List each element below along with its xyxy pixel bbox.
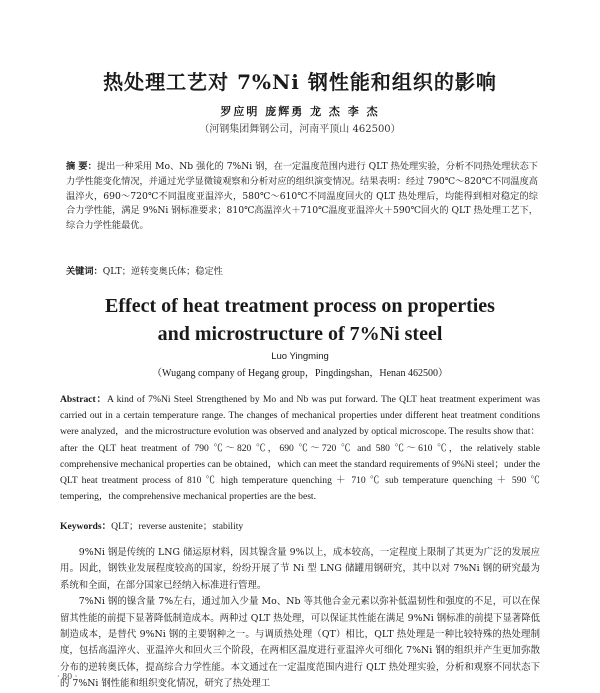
english-title <box>0 292 600 348</box>
chinese-keywords-label: 关键词： <box>66 266 103 277</box>
chinese-abstract-label: 摘 要： <box>66 161 97 172</box>
chinese-abstract-text: 提出一种采用 Mo、Nb 强化的 7%Ni 钢，在一定温度范围内进行 QLT 热处理实验，分析不同热处理状态下力学性能变化情况，并通过光学显微镜观察和分析对应的组织演变情况。结果表明：经过 790℃～820℃不同温度高温淬火，690～720℃不同温度亚温淬火，580℃～610℃不同温度回火的 QLT 热处理后，均能得到相对稳定的综合力学性能，满足 9%Ni 钢标准要求；810℃高温淬火＋710℃温度亚温淬火＋590℃回火的 QLT 热处理工艺下，综合力学性能最优。 <box>66 161 538 232</box>
chinese-keywords-text: QLT；逆转变奥氏体；稳定性 <box>102 266 223 277</box>
chinese-affiliation: （河钢集团舞钢公司，河南平顶山 462500） <box>199 124 401 135</box>
chinese-abstract <box>66 160 538 234</box>
body-paragraph-2: 7%Ni 钢的镍含量 7%左右，通过加入少量 Mo、Nb 等其他合金元素以弥补低温韧性和强度的不足，可以在保留其性能的前提下显著降低制造成本。两种过 QLT 热处理，可以保证其性能在满足 9%Ni 钢标准的前提下显著降低制造成本，是替代 9%Ni 钢的主要钢种之一。与调质热处理（QT）相比，QLT 热处理是一种比较特殊的热处理制度，包括高温淬火、亚温淬火和回火三个阶段，在两相区温度进行亚温淬火可细化 7%Ni 钢的组织并产生更加弥散分布的逆转奥氏体，提高综合力学性能。本文通过在一定温度范围内进行 QLT 热处理实验，分析和观察不同状态下的 7%Ni 钢性能和组织变化情况，研究了热处理工 <box>60 596 540 690</box>
english-author: Luo Yingming <box>271 351 329 362</box>
body-text <box>60 545 540 693</box>
chinese-keywords <box>66 263 223 277</box>
english-keywords-label: Keywords： <box>60 521 112 532</box>
chinese-authors: 罗应明 庞辉勇 龙 杰 李 杰 <box>220 105 380 118</box>
english-abstract-text: A kind of 7%Ni Steel Strengthened by Mo and Nb was put forward. The QLT heat treatment experiment was carried out in a certain temperature range. The changes of mechanical properties under different heat treatment conditions were analyzed，and the microstructure evolution was observed and analyzed by optical microscope. The results show that：after the QLT heat treatment of 790 ℃～820 ℃，690 ℃～720 ℃ and 580 ℃～610 ℃，the relatively stable comprehensive mechanical properties can be obtained，which can meet the standard requirements of 9%Ni steel；under the QLT heat treatment process of 810 ℃ high temperature quenching ＋ 710 ℃ sub temperature quenching ＋ 590 ℃ tempering，the comprehensive mechanical properties are the best. <box>60 394 541 503</box>
body-paragraph-1: 9%Ni 钢是传统的 LNG 储运原材料，因其镍含量 9%以上，成本较高，一定程度上限制了其更为广泛的发展应用。因此，钢铁业发展程度较高的国家，纷纷开展了节 Ni 型 LNG 储罐用钢研究，其中以对 7%Ni 钢的研究最为系统和全面，在部分国家已经纳入标准进行管理。 <box>60 547 540 591</box>
page-number: · 80 · <box>57 672 78 681</box>
english-abstract-label: Abstract： <box>60 394 107 405</box>
english-title-line2: and microstructure of 7%Ni steel <box>157 323 443 345</box>
english-keywords-text: QLT；reverse austenite；stability <box>111 521 244 532</box>
english-affiliation: （Wugang company of Hegang group，Pingdingshan，Henan 462500） <box>152 368 448 379</box>
english-keywords <box>60 518 243 532</box>
english-title-line1: Effect of heat treatment process on properties <box>105 295 495 317</box>
english-abstract <box>60 392 540 505</box>
chinese-title: 热处理工艺对 7%Ni 钢性能和组织的影响 <box>103 70 497 94</box>
